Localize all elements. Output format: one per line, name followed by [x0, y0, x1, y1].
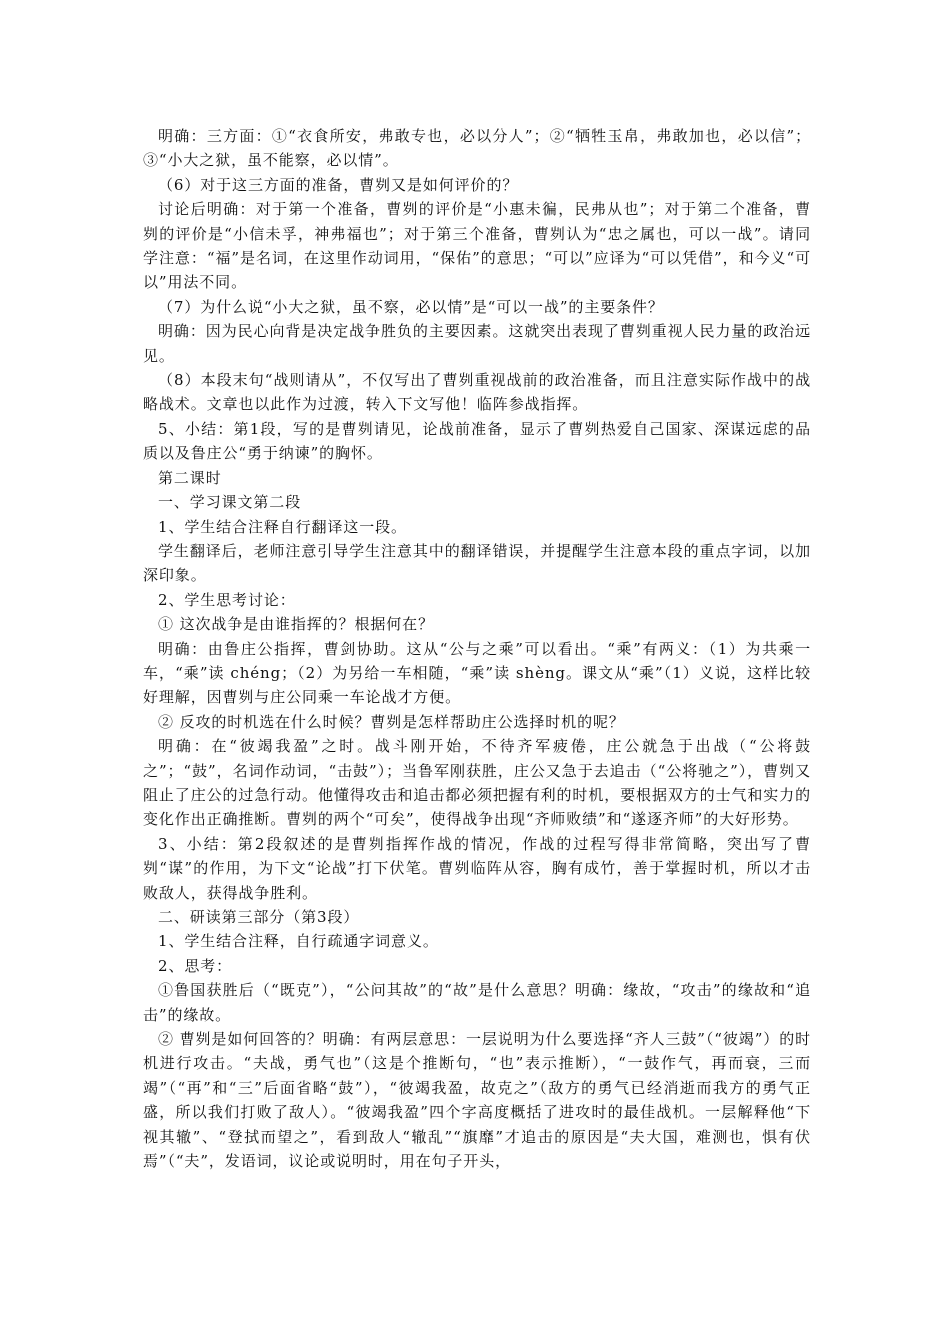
paragraph-17: 3、小结：第2段叙述的是曹刿指挥作战的情况，作战的过程写得非常简略，突出写了曹刿“谋”的作用，为下文“论战”打下伏笔。曹刿临阵从容，胸有成竹，善于掌握时机，所以才击败敌人，获得战争胜利。 — [143, 834, 811, 902]
paragraph-12: 2、学生思考讨论： — [158, 590, 296, 609]
paragraph-10: 1、学生结合注释自行翻译这一段。 — [158, 517, 407, 536]
section-heading-second-lesson: 第二课时 — [158, 468, 222, 487]
section-heading-study-second: 一、学习课文第二段 — [158, 493, 302, 512]
paragraph-16: 明确：在“彼竭我盈”之时。战斗刚开始，不待齐军疲倦，庄公就急于出战（“公将鼓之”；“鼓”，名词作动词，“击鼓”）；当鲁军刚获胜，庄公又急于去追击（“公将驰之”），曹刿又阻止了庄公的过急行动。他懂得攻击和追击都必须把握有利的时机，要根据双方的士气和实力的变化作出正确推断。曹刿的两个“可矣”，使得战争出现“齐师败绩”和“遂逐齐师”的大好形势。 — [143, 737, 811, 829]
paragraph-3: 讨论后明确：对于第一个准备，曹刿的评价是“小惠未徧，民弗从也”；对于第二个准备，曹刿的评价是“小信未孚，神弗福也”；对于第三个准备，曹刿认为“忠之属也，可以一战”。请同学注意：“福”是名词，在这里作动词用，“保佑”的意思；“可以”应译为“可以凭借”，和今义“可以”用法不同。 — [143, 200, 811, 292]
paragraph-2: （6）对于这三方面的准备，曹刿又是如何评价的？ — [158, 175, 519, 194]
paragraph-7: 5、小结：第1段，写的是曹刿请见，论战前准备，显示了曹刿热爱自己国家、深谋远虑的品质以及鲁庄公“勇于纳谏”的胸怀。 — [143, 419, 811, 463]
paragraph-14: 明确：由鲁庄公指挥，曹剑协助。这从“公与之乘”可以看出。“乘”有两义：（1）为共乘一车，“乘”读 chéng；（2）为另给一车相随，“乘”读 shèng。课文从“乘”（1）义说，这样比较好理解，因曹刿与庄公同乘一车论战才方便。 — [143, 639, 811, 707]
paragraph-5: 明确：因为民心向背是决定战争胜负的主要因素。这就突出表现了曹刿重视人民力量的政治远见。 — [143, 322, 811, 365]
paragraph-20: 2、思考： — [158, 956, 233, 975]
paragraph-11: 学生翻译后，老师注意引导学生注意其中的翻译错误，并提醒学生注意本段的重点字词，以加深印象。 — [143, 541, 811, 585]
paragraph-6: （8）本段末句“战则请从”，不仅写出了曹刿重视战前的政治准备，而且注意实际作战中的战略战术。文章也以此作为过渡，转入下文写他！临阵参战指挥。 — [143, 371, 811, 414]
paragraph-15: ② 反攻的时机选在什么时候？曹刿是怎样帮助庄公选择时机的呢？ — [158, 712, 625, 731]
paragraph-13: ① 这次战争是由谁指挥的？根据何在？ — [158, 615, 434, 634]
paragraph-21: ①鲁国获胜后（“既克”），“公问其故”的“故”是什么意思？明确：缘故，“攻击”的缘故和“追击”的缘故。 — [143, 981, 811, 1024]
paragraph-19: 1、学生结合注释，自行疏通字词意义。 — [158, 932, 439, 951]
paragraph-4: （7）为什么说“小大之狱，虽不察，必以情”是“可以一战”的主要条件？ — [158, 297, 664, 316]
paragraph-22: ② 曹刿是如何回答的？明确：有两层意思：一层说明为什么要选择“齐人三鼓”（“彼竭”）的时机进行攻击。“夫战，勇气也”（这是个推断句，“也”表示推断），“一鼓作气，再而衰，三而竭”（“再”和“三”后面省略“鼓”），“彼竭我盈，故克之”（敌方的勇气已经消逝而我方的勇气正盛，所以我们打败了敌人）。“彼竭我盈”四个字高度概括了进攻时的最佳战机。一层解释他“下视其辙”、“登拭而望之”，看到敌人“辙乱”“旗靡”才追击的原因是“夫大国，难测也，惧有伏焉”（“夫”，发语词，议论或说明时，用在句子开头， — [143, 1030, 811, 1171]
section-heading-study-third: 二、研读第三部分（第3段） — [158, 908, 360, 926]
paragraph-1: 明确：三方面：①“衣食所安，弗敢专也，必以分人”；②“牺牲玉帛，弗敢加也，必以信”；③“小大之狱，虽不能察，必以情”。 — [143, 127, 811, 170]
document-page — [143, 124, 811, 1173]
